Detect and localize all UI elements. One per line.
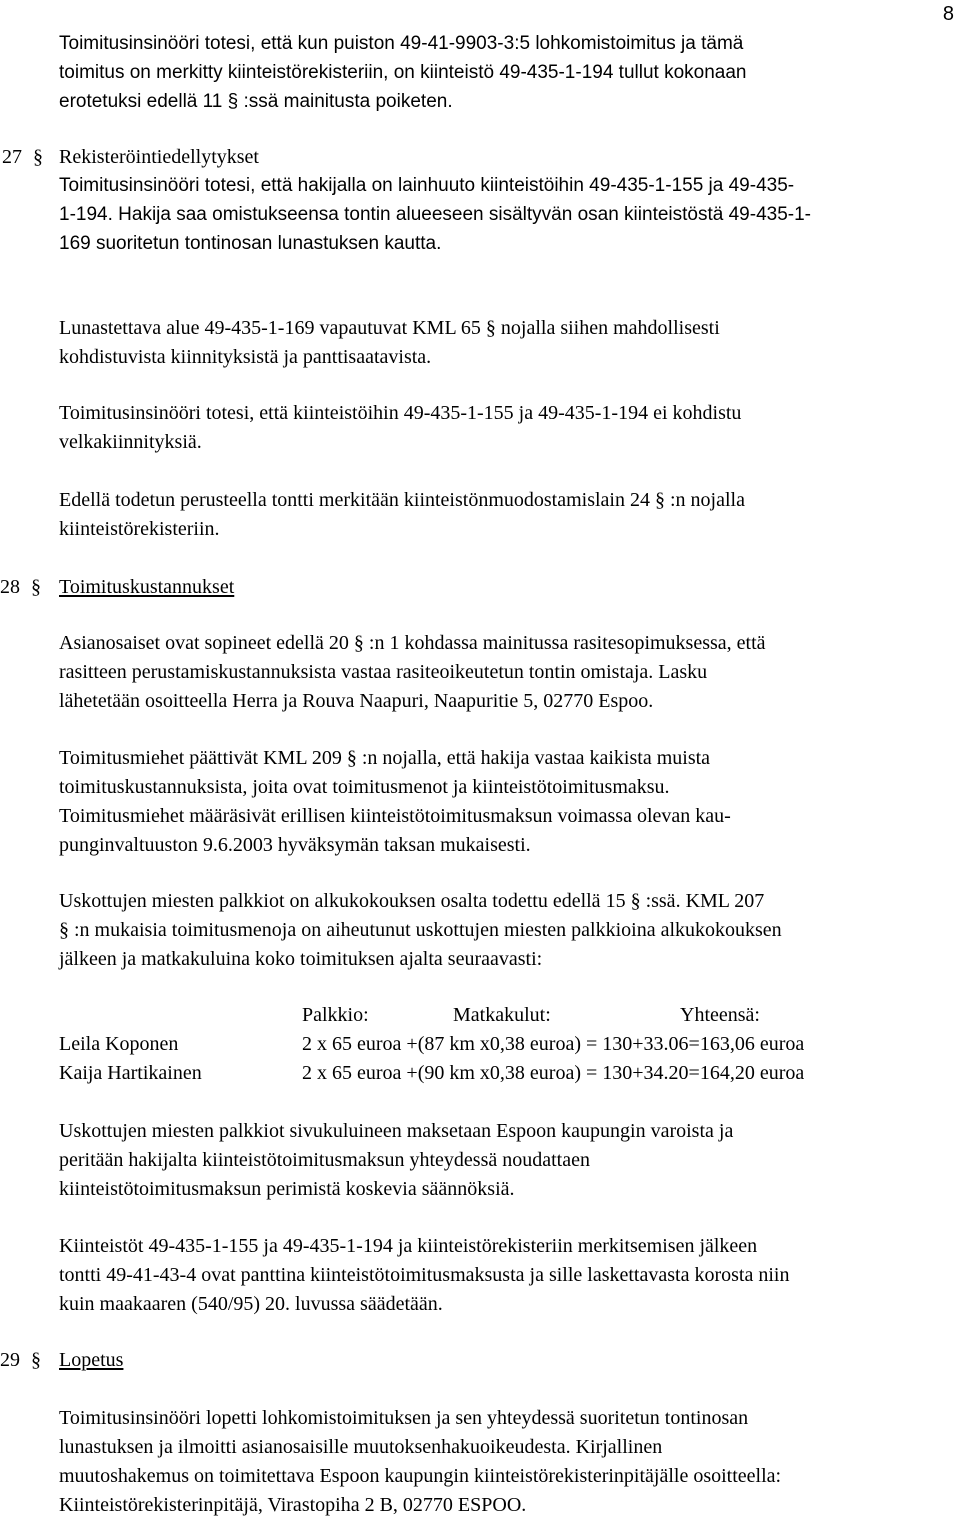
intro-paragraph (59, 29, 959, 116)
text-line: kiinteistörekisteriin. (59, 518, 220, 540)
text-line: toimituskustannuksista, joita ovat toimitusmenot ja kiinteistötoimitusmaksu. (59, 776, 670, 798)
text-line: Uskottujen miesten palkkiot on alkukokouksen osalta todettu edellä 15 § :ssä. KML 207 (59, 890, 765, 912)
fee-header-palkkio: Palkkio: (302, 1004, 369, 1026)
text-line: Toimitusmiehet määräsivät erillisen kiinteistötoimitusmaksun voimassa olevan kau- (59, 805, 731, 827)
text-line: 1-194. Hakija saa omistukseensa tontin alueeseen sisältyvän osan kiinteistöstä 49-435-1- (59, 204, 811, 225)
text-line: jälkeen ja matkakuluina koko toimituksen ajalta seuraavasti: (59, 948, 543, 970)
section-28-paragraph-3 (59, 887, 959, 974)
section-symbol: § (33, 146, 43, 168)
section-title: Rekisteröintiedellytykset (59, 146, 259, 168)
section-28-paragraph-5 (59, 1232, 959, 1319)
text-line: punginvaltuuston 9.6.2003 hyväksymän taksan mukaisesti. (59, 834, 531, 856)
section-27-paragraph-2 (59, 314, 959, 372)
fee-header-yhteensa: Yhteensä: (680, 1004, 760, 1026)
text-line: Kiinteistöt 49-435-1-155 ja 49-435-1-194 ja kiinteistörekisteriin merkitsemisen jälkeen (59, 1235, 758, 1257)
text-line: lunastuksen ja ilmoitti asianosaisille muutoksenhakuoikeudesta. Kirjallinen (59, 1436, 663, 1458)
text-line: kuin maakaaren (540/95) 20. luvussa säädetään. (59, 1293, 443, 1315)
fee-header-matkakulut: Matkakulut: (453, 1004, 551, 1026)
text-line: velkakiinnityksiä. (59, 431, 202, 453)
text-line: toimitus on merkitty kiinteistörekisteriin, on kiinteistö 49-435-1-194 tullut kokonaan (59, 62, 747, 83)
text-line: Lunastettava alue 49-435-1-169 vapautuvat KML 65 § nojalla siihen mahdollisesti (59, 317, 720, 339)
text-line: Uskottujen miesten palkkiot sivukuluineen maksetaan Espoon kaupungin varoista ja (59, 1120, 734, 1142)
text-line: lähetetään osoitteella Herra ja Rouva Naapuri, Naapuritie 5, 02770 Espoo. (59, 690, 654, 712)
page-number: 8 (942, 3, 954, 25)
text-line: rasitteen perustamiskustannuksista vastaa rasiteoikeutetun tontin omistaja. Lasku (59, 661, 708, 683)
section-number: 28 (0, 576, 20, 598)
section-number: 27 (2, 146, 22, 168)
section-29-paragraph-1 (59, 1404, 959, 1520)
text-line: Kiinteistörekisterinpitäjä, Virastopiha 2 B, 02770 ESPOO. (59, 1494, 527, 1516)
text-line: peritään hakijalta kiinteistötoimitusmaksun yhteydessä noudattaen (59, 1149, 590, 1171)
fee-row-amount: 2 x 65 euroa +(90 km x0,38 euroa) = 130+34.20=164,20 euroa (302, 1062, 805, 1084)
fee-row-name: Leila Koponen (59, 1033, 179, 1055)
text-line: Asianosaiset ovat sopineet edellä 20 § :n 1 kohdassa mainitussa rasitesopimuksessa, että (59, 632, 766, 654)
section-28-paragraph-1 (59, 629, 959, 716)
section-27-paragraph-4 (59, 486, 959, 544)
section-27-paragraph-3 (59, 399, 959, 457)
text-line: § :n mukaisia toimitusmenoja on aiheutunut uskottujen miesten palkkioina alkukokouksen (59, 919, 782, 941)
text-line: erotetuksi edellä 11 § :ssä mainitusta poiketen. (59, 91, 453, 112)
text-line: 169 suoritetun tontinosan lunastuksen kautta. (59, 233, 442, 254)
section-number: 29 (0, 1349, 20, 1371)
section-28-paragraph-4 (59, 1117, 959, 1204)
text-line: kiinteistötoimitusmaksun perimistä koskevia säännöksiä. (59, 1178, 515, 1200)
section-symbol: § (31, 1349, 41, 1371)
text-line: kohdistuvista kiinnityksistä ja panttisaatavista. (59, 346, 432, 368)
text-line: Toimitusmiehet päättivät KML 209 § :n nojalla, että hakija vastaa kaikista muista (59, 747, 711, 769)
text-line: tontti 49-41-43-4 ovat panttina kiinteistötoimitusmaksusta ja sille laskettavasta korosta niin (59, 1264, 790, 1286)
section-title: Lopetus (59, 1349, 124, 1371)
section-symbol: § (31, 576, 41, 598)
text-line: Edellä todetun perusteella tontti merkitään kiinteistönmuodostamislain 24 § :n nojalla (59, 489, 745, 511)
text-line: Toimitusinsinööri lopetti lohkomistoimituksen ja sen yhteydessä suoritetun tontinosan (59, 1407, 749, 1429)
text-line: Toimitusinsinööri totesi, että hakijalla on lainhuuto kiinteistöihin 49-435-1-155 ja 49-435- (59, 175, 795, 196)
fee-row-name: Kaija Hartikainen (59, 1062, 202, 1084)
text-line: muutoshakemus on toimitettava Espoon kaupungin kiinteistörekisterinpitäjälle osoitteella: (59, 1465, 782, 1487)
text-line: Toimitusinsinööri totesi, että kun puiston 49-41-9903-3:5 lohkomistoimitus ja tämä (59, 33, 744, 54)
section-27-paragraph-1 (59, 171, 959, 258)
section-title: Toimituskustannukset (59, 576, 235, 598)
section-28-paragraph-2 (59, 744, 959, 860)
fee-row-amount: 2 x 65 euroa +(87 km x0,38 euroa) = 130+33.06=163,06 euroa (302, 1033, 805, 1055)
text-line: Toimitusinsinööri totesi, että kiinteistöihin 49-435-1-155 ja 49-435-1-194 ei kohdistu (59, 402, 742, 424)
